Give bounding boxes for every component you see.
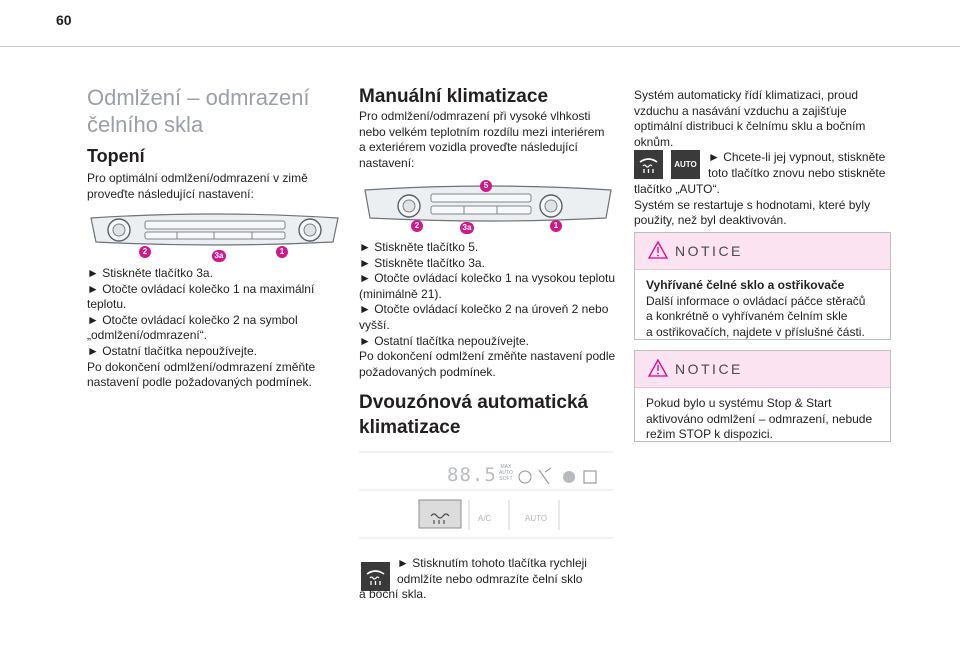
page-number: 60 [56, 12, 72, 28]
step-line: Po dokončení odmlžení/odmrazení změňte [87, 359, 316, 374]
warning-triangle-icon [648, 359, 668, 377]
text-line: oknům. [634, 134, 674, 149]
warning-triangle-icon [648, 241, 668, 259]
text-line: Pro optimální odmlžení/odmrazení v zimě [87, 171, 308, 185]
heading-line: Dvouzónová automatická [359, 392, 589, 413]
text-line: tlačítko „AUTO“. [634, 182, 720, 196]
step-line: ► Otočte ovládací kolečko 1 na maximální [87, 281, 315, 296]
left-intro [87, 171, 342, 202]
text-line: optimální distribuci k čelnímu sklu a bočním [634, 119, 866, 134]
dual-zone-panel-image [359, 450, 613, 540]
ac-button-label: A/C [478, 514, 492, 523]
text-line: a konkrétně o vyhřívaném čelním skle [646, 309, 848, 324]
text-line: proveďte následující nastavení: [87, 186, 254, 201]
mode-line: MAX [500, 464, 512, 470]
text-line: aktivováno odmlžení – odmrazení, nebude [646, 411, 873, 426]
quick-defrost-text-b: a boční skla. [359, 587, 427, 601]
step-line: požadovaných podmínek. [359, 364, 496, 379]
text-line: nebo velkém teplotním rozdílu mezi interiérem [359, 124, 605, 139]
header-rule [0, 46, 960, 47]
right-para-1 [634, 88, 892, 150]
badge-1: 1 [550, 220, 562, 232]
notice-title: NOTICE [675, 243, 743, 259]
section-title-line-1: Odmlžení – odmrazení [87, 85, 310, 110]
mode-line: AUTO [499, 470, 513, 476]
step-line: teplotu. [87, 297, 127, 312]
heading-manual-ac: Manuální klimatizace [359, 86, 549, 107]
text-line: Systém automaticky řídí klimatizaci, proud [634, 88, 859, 102]
step-line: nastavení podle požadovaných podmínek. [87, 375, 312, 390]
step-line: ► Stiskněte tlačítko 3a. [87, 266, 213, 280]
right-para-2-bottom [634, 182, 892, 229]
defrost-icon [634, 150, 663, 179]
text-line: ► Stisknutím tohoto tlačítka rychleji [397, 556, 587, 570]
step-line: ► Otočte ovládací kolečko 2 na úroveň 2 nebo [359, 302, 609, 317]
notice-title: NOTICE [675, 361, 743, 377]
text-line: Systém se restartuje s hodnotami, které byly [634, 197, 871, 212]
text-line: ► Chcete-li jej vypnout, stiskněte [708, 150, 886, 164]
notice-box-stop-start [634, 350, 891, 442]
middle-steps [359, 240, 621, 380]
text-line: Další informace o ovládací páčce stěračů [646, 293, 866, 308]
step-line: (minimálně 21). [359, 286, 442, 301]
badge-5: 5 [480, 180, 492, 192]
badge-1: 1 [276, 246, 288, 258]
notice-header [635, 351, 890, 388]
notice-heading: Vyhřívané čelné sklo a ostřikovače [646, 278, 845, 292]
step-line: ► Otočte ovládací kolečko 1 na vysokou teplotu [359, 271, 616, 286]
text-line: režim STOP k dispozici. [646, 427, 773, 442]
right-para-2-top [708, 150, 894, 181]
quick-defrost-text-a [397, 556, 617, 587]
manual-ac-panel-image [361, 176, 615, 236]
auto-icon: AUTO [671, 150, 700, 179]
badge-2: 2 [139, 246, 151, 258]
text-line: vzduchu a nasávání vzduchu a zajišťuje [634, 103, 847, 118]
section-title [87, 84, 347, 138]
notice-body [635, 270, 890, 348]
text-line: odmlžíte nebo odmrazíte čelní sklo [397, 571, 583, 586]
text-line: toto tlačítko znovu nebo stiskněte [708, 165, 886, 180]
left-steps [87, 266, 342, 391]
heading-topeni: Topení [87, 146, 145, 166]
mode-line: SOFT [499, 476, 513, 482]
step-line: ► Ostatní tlačítka nepoužívejte. [87, 343, 257, 358]
heater-panel-image [87, 210, 342, 260]
text-line: Pro odmlžení/odmrazení při vysoké vlhkosti [359, 109, 591, 123]
step-line: „odmlžení/odmrazení“. [87, 328, 208, 343]
notice-body [635, 388, 890, 451]
step-line: ► Otočte ovládací kolečko 2 na symbol [87, 312, 298, 327]
text-line: a exteriérem vozidla proveďte následující [359, 140, 578, 155]
heading-dual-zone [359, 390, 621, 440]
heading-line: klimatizace [359, 417, 461, 438]
step-line: ► Stiskněte tlačítko 3a. [359, 255, 485, 270]
text-line: nastavení: [359, 155, 415, 170]
badge-3a: 3a [212, 250, 226, 262]
mode-indicator [499, 464, 513, 482]
step-line: Po dokončení odmlžení změňte nastavení podle [359, 349, 616, 364]
step-line: ► Stiskněte tlačítko 5. [359, 240, 479, 254]
middle-intro [359, 109, 619, 171]
badge-2: 2 [411, 220, 423, 232]
notice-box-heated-windscreen [634, 232, 891, 340]
text-line: použity, než byl deaktivován. [634, 213, 787, 228]
temperature-display: 88.5 [447, 464, 497, 486]
section-title-line-2: čelního skla [87, 112, 204, 137]
text-line: Pokud bylo u systému Stop & Start [646, 396, 832, 410]
step-line: vyšší. [359, 317, 390, 332]
text-line: a ostřikovačích, najdete v příslušné části. [646, 324, 865, 339]
notice-header [635, 233, 890, 270]
step-line: ► Ostatní tlačítka nepoužívejte. [359, 333, 529, 348]
badge-3a: 3a [460, 222, 474, 234]
auto-button-label: AUTO [525, 514, 548, 523]
